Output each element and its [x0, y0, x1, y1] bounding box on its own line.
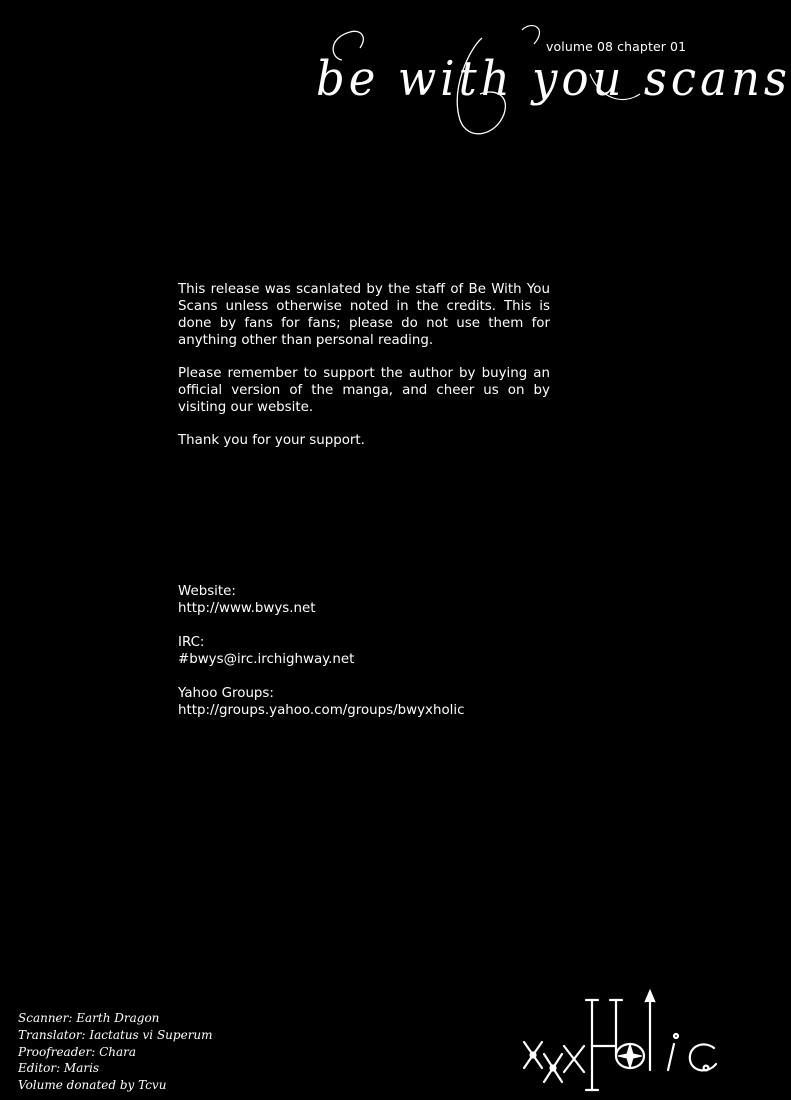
credit-volume-donor: Volume donated by Tcvu [18, 1078, 167, 1093]
credit-editor: Editor: Maris [18, 1061, 100, 1076]
xxxholic-logo [518, 986, 723, 1096]
notice-paragraph: This release was scanlated by the staff of Be With You Scans unless otherwise noted in the credits. This is done by fans for fans; please do not use them for anything other than personal reading. [178, 282, 550, 348]
credit-scanner: Scanner: Earth Dragon [18, 1011, 160, 1025]
notice-paragraph: Please remember to support the author by buying an official version of the manga, and cheer us on by visiting our website. [178, 366, 550, 415]
contact-list [178, 583, 578, 736]
group-logo-text: be with you scans [316, 50, 791, 107]
credit-proofreader: Proofreader: Chara [18, 1044, 137, 1059]
contact-irc [178, 634, 578, 668]
website-link[interactable]: http://www.bwys.net [178, 601, 316, 616]
staff-credits [18, 1010, 213, 1094]
contact-label: Yahoo Groups: [178, 686, 274, 701]
notice-paragraph: Thank you for your support. [178, 433, 365, 448]
group-logo [300, 18, 791, 148]
irc-channel: #bwys@irc.irchighway.net [178, 652, 355, 667]
yahoo-groups-link[interactable]: http://groups.yahoo.com/groups/bwyxholic [178, 703, 465, 718]
volume-chapter-label: volume 08 chapter 01 [546, 39, 687, 54]
contact-yahoo-groups [178, 685, 578, 719]
contact-website [178, 583, 578, 617]
contact-label: IRC: [178, 635, 205, 650]
contact-label: Website: [178, 584, 236, 599]
credit-translator: Translator: Iactatus vi Superum [18, 1027, 213, 1042]
release-notice [178, 281, 550, 465]
